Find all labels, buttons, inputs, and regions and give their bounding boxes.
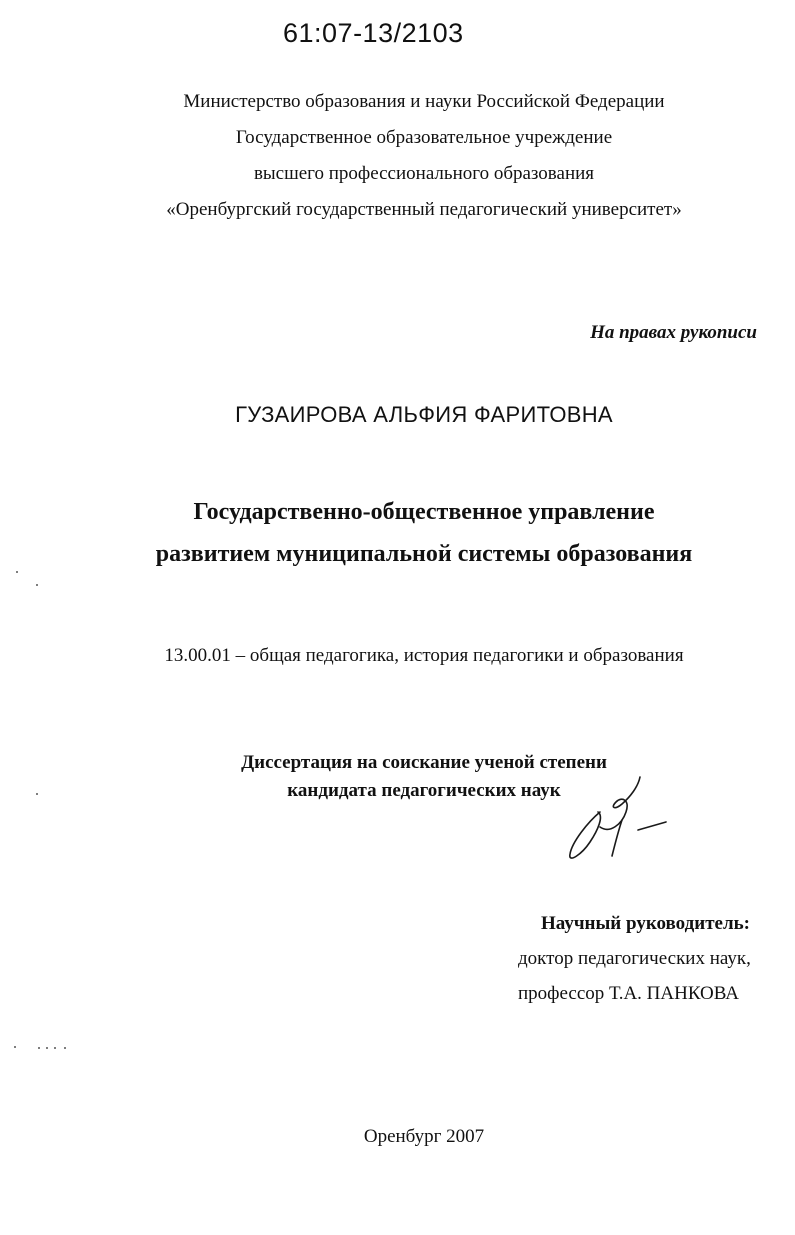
handwritten-signature [560,772,680,867]
scan-speck [64,1047,66,1049]
scan-speck [38,1047,40,1049]
university-name-line: «Оренбургский государственный педагогический университет» [166,199,682,220]
ministry-line: Министерство образования и науки Российской Федерации [183,91,665,112]
author-name: ГУЗАИРОВА АЛЬФИЯ ФАРИТОВНА [235,402,613,427]
manuscript-note: На правах рукописи [590,322,757,343]
supervisor-block [518,906,751,1011]
institution-block [0,84,795,228]
degree-line-1: Диссертация на соискание ученой степени [241,752,607,773]
scan-speck [14,1046,16,1048]
specialty-code: 13.00.01 – общая педагогика, история педагогики и образования [164,645,684,666]
supervisor-degree: доктор педагогических наук, [518,948,751,969]
scan-speck [36,793,38,795]
catalog-code: 61:07-13/2103 [283,18,464,48]
supervisor-heading: Научный руководитель: [541,913,750,934]
city-year: Оренбург 2007 [363,1126,485,1147]
education-level-line: высшего профессионального образования [253,163,595,184]
degree-line-2: кандидата педагогических наук [287,780,561,801]
dissertation-title [0,491,795,575]
institution-type-line: Государственное образовательное учреждение [235,127,613,148]
title-line-1: Государственно-общественное управление [193,499,655,525]
scan-speck [54,1047,56,1049]
scan-speck [36,584,38,586]
scan-speck [16,571,18,573]
title-line-2: развитием муниципальной системы образования [155,541,693,567]
scan-speck [46,1047,48,1049]
supervisor-name: профессор Т.А. ПАНКОВА [518,983,739,1004]
